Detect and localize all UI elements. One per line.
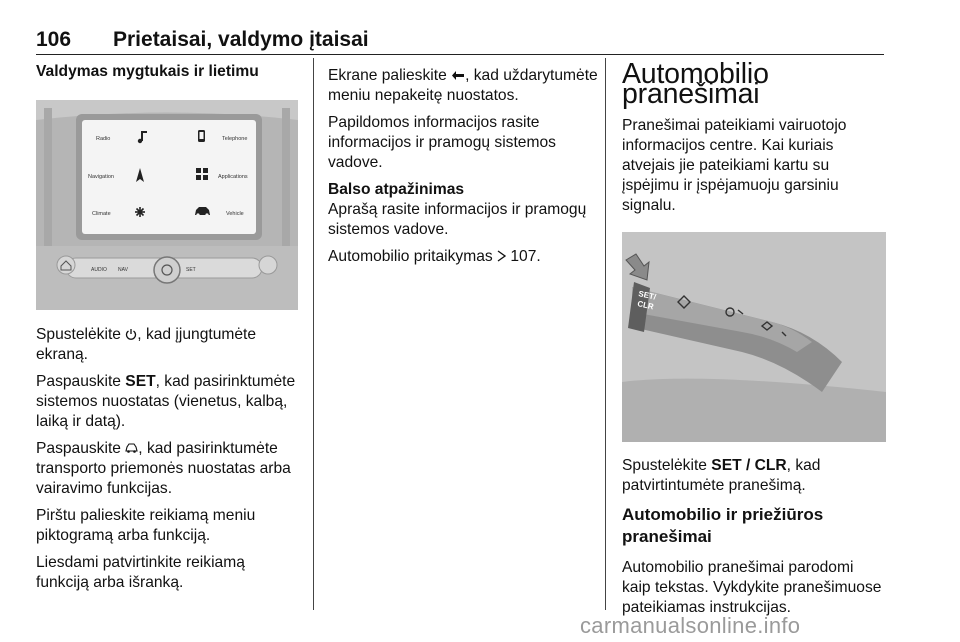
subheading: Balso atpažinimas <box>328 181 465 198</box>
paragraph: Aprašą rasite informacijos ir pramogų sistemos vadove. <box>328 201 587 238</box>
set-button[interactable]: SET <box>186 267 196 273</box>
paragraph: Spustelėkite SET / CLR, kad patvirtintumėte pranešimą. <box>622 457 821 494</box>
header-title: Prietaisai, valdymo įtaisai <box>113 28 369 51</box>
power-knob-icon[interactable] <box>154 257 180 283</box>
fan-icon[interactable] <box>135 207 145 217</box>
column-2 <box>328 66 598 274</box>
screen-label-applications[interactable]: Applications <box>218 174 248 180</box>
back-arrow-icon <box>451 70 465 81</box>
page-number: 106 <box>36 28 72 51</box>
watermark: carmanualsonline.info <box>580 613 801 638</box>
subsection-title: Automobilio ir priežiūros pranešimai <box>622 505 824 546</box>
cross-reference: Automobilio pritaikymas 107. <box>328 248 541 265</box>
column-divider <box>605 58 606 610</box>
stalk-label-set: SET/ <box>637 289 657 302</box>
paragraph: Pranešimai pateikiami vairuotojo informacijos centre. Kai kuriais atvejais jie pateikiami kartu su įspėjimu ir įspėjamuoju garsiniu signalu. <box>622 117 847 214</box>
phone-icon[interactable] <box>198 130 205 142</box>
paragraph: Pirštu palieskite reikiamą meniu piktogramą arba funkciją. <box>36 507 256 544</box>
paragraph: Paspauskite SET, kad pasirinktumėte sistemos nuostatas (vienetus, kalbą, laiką ir datą). <box>36 373 296 430</box>
stalk-label-clr: CLR <box>636 299 655 312</box>
section-title: Automobilio pranešimai <box>622 58 769 110</box>
paragraph: Spustelėkite , kad įjungtumėte ekraną. <box>36 326 257 363</box>
steering-stalk-figure <box>622 232 886 442</box>
screen-label-climate[interactable]: Climate <box>92 211 111 217</box>
paragraph: Papildomos informacijos rasite informacijos ir pramogų sistemos vadove. <box>328 114 556 171</box>
power-icon <box>125 328 137 340</box>
header-rule <box>36 54 884 55</box>
paragraph: Ekrane palieskite , kad uždarytumėte meniu nepakeitę nuostatos. <box>328 67 598 104</box>
paragraph: Paspauskite , kad pasirinktumėte transporto priemonės nuostatas arba vairavimo funkcijas. <box>36 440 291 497</box>
screen-label-navigation[interactable]: Navigation <box>88 174 114 180</box>
home-icon[interactable] <box>57 256 75 274</box>
paragraph: Automobilio pranešimai parodomi kaip tekstas. Vykdykite pranešimuose pateikiamas instrukcijas. <box>622 559 882 616</box>
section-heading: Valdymas mygtukais ir lietimu <box>36 63 259 80</box>
infotainment-figure <box>36 100 298 310</box>
screen-label-vehicle[interactable]: Vehicle <box>226 211 244 217</box>
nav-button[interactable]: NAV <box>118 267 128 273</box>
audio-button[interactable]: AUDIO <box>91 267 107 273</box>
column-3 <box>622 58 886 625</box>
screen-label-radio[interactable]: Radio <box>96 136 111 142</box>
column-divider <box>313 58 314 610</box>
page-header <box>36 28 884 52</box>
vehicle-settings-icon <box>125 442 138 454</box>
column-1 <box>36 62 300 600</box>
paragraph: Liesdami patvirtinkite reikiamą funkciją arba išranką. <box>36 554 245 591</box>
screen-label-telephone[interactable]: Telephone <box>222 136 248 142</box>
page-reference-icon <box>497 250 506 262</box>
